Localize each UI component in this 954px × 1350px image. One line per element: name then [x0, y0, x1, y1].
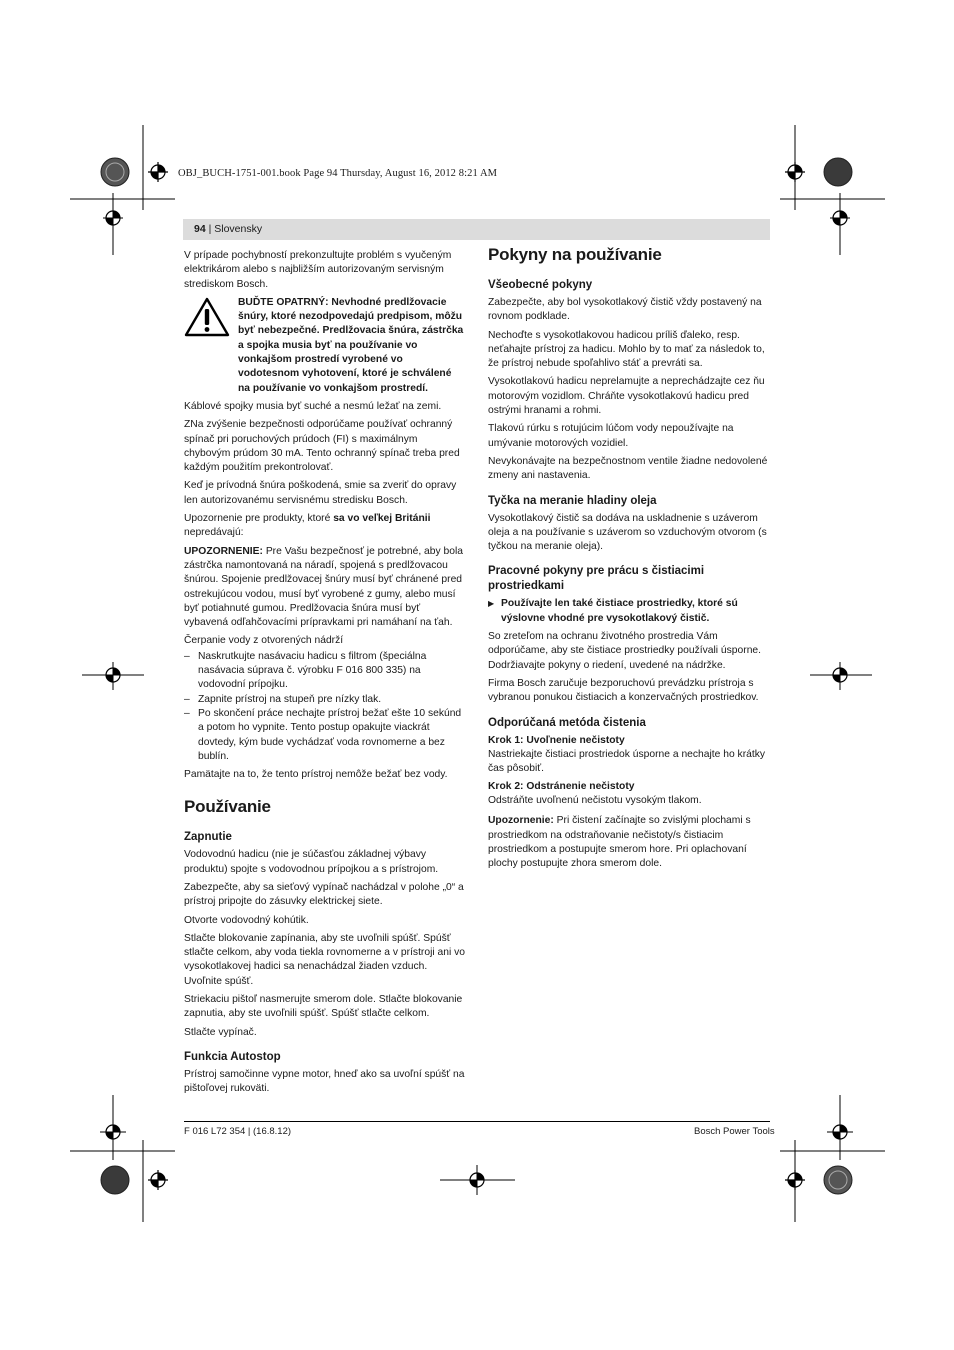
paragraph-note: Upozornenie: Pri čistení začínajte so zvislými plochami s prostriedkom na odstraňovanie nečistoty/s čistiacim prostriedkom a postupujte smerom hore. Pri oplachovaní plochy postupujte zhora smerom dole. — [488, 815, 751, 870]
pumping-list — [184, 650, 466, 764]
language-label: Slovensky — [214, 223, 263, 235]
header-separator: | — [205, 223, 215, 235]
footer-rule — [184, 1121, 770, 1122]
heading-general: Všeobecné pokyny — [488, 279, 593, 291]
page-number: 94 — [194, 223, 206, 235]
paragraph-start-2: Zabezpečte, aby sa sieťový vypínač nachádzal v polohe „0“ a prístroj pripojte do zásuvky elektrickej siete. — [184, 881, 464, 908]
heading-dipstick: Tyčka na meranie hladiny oleja — [488, 494, 657, 507]
heading-step-2: Krok 2: Odstránenie nečistoty — [488, 781, 635, 793]
intro-paragraph: V prípade pochybností prekonzultujte problém s vyučeným elektrikárom alebo s najbližším autorizovaným servisným strediskom Bosch. — [184, 250, 452, 290]
cleaning-agent-instruction: ▶ Používajte len také čistiace prostriedky, ktoré sú výslovne vhodné pre vysokotlakový čistič. — [488, 597, 770, 626]
page-header — [194, 223, 262, 235]
list-item: – Naskrutkujte nasávaciu hadicu s filtrom (špeciálna nasávacia súprava č. výrobku F 016 800 335) na vodovodní prípojku. — [184, 650, 466, 693]
heading-instructions: Pokyny na používanie — [488, 245, 662, 264]
paragraph-step-1: Nastriekajte čistiaci prostriedok úsporne a nechajte ho krátky čas pôsobiť. — [488, 748, 766, 774]
heading-autostop: Funkcia Autostop — [184, 1050, 281, 1063]
paragraph-general-4: Tlakovú rúrku s rotujúcim lúčom vody nepoužívajte na umývanie motorových vozidiel. — [488, 423, 734, 449]
list-item: – Po skončení práce nechajte prístroj bežať ešte 10 sekúnd a potom ho vypnite. Tento postup opakujte viackrát dovtedy, kým bude vychádzať voda rovnomerne a bez bublín. — [184, 707, 466, 764]
paragraph-general-1: Zabezpečte, aby bol vysokotlakový čistič vždy postavený na rovnom podklade. — [488, 297, 762, 323]
paragraph-cleaning-1: So zreteľom na ochranu životného prostredia Vám odporúčame, aby ste čistiace prostriedky používali úsporne. Dodržiavajte pokyny o riedení, uvedené na nádržke. — [488, 631, 762, 671]
right-column — [488, 244, 770, 876]
left-column — [184, 249, 466, 1101]
paragraph-autostop: Prístroj samočinne vypne motor, hneď ako sa uvoľní spúšť na pištoľovej rukoväti. — [184, 1068, 465, 1095]
paragraph-cable-couplings: Káblové spojky musia byť suché a nesmú ležať na zemi. — [184, 400, 442, 412]
paragraph-dipstick: Vysokotlakový čistič sa dodáva na uskladnenie s uzáverom oleja a na používanie s uzáverom so vzduchovým otvorom (s tyčkou na meranie oleja). — [488, 512, 767, 553]
paragraph-cleaning-2: Firma Bosch zaručuje bezporuchovú prevádzku prístroja s vybranou ponukou čistiacich a konzervačných prostriedkov. — [488, 677, 759, 704]
footer-left: F 016 L72 354 | (16.8.12) — [184, 1126, 292, 1137]
paragraph-start-6: Stlačte vypínač. — [184, 1026, 257, 1038]
paragraph-no-water: Pamätajte na to, že tento prístroj nemôže bežať bez vody. — [184, 769, 448, 781]
paragraph-damaged-cord: Keď je prívodná šnúra poškodená, smie sa zveriť do opravy len autorizovanému servisnému stredisku Bosch. — [184, 480, 457, 506]
warning-block — [184, 296, 466, 396]
heading-start: Zapnutie — [184, 831, 232, 844]
heading-usage: Používanie — [184, 797, 271, 817]
warning-text: BUĎTE OPATRNÝ: Nevhodné predlžovacie šnúry, ktoré nezodpovedajú predpisom, môžu byť nebezpečné. Predlžovacia šnúra, zástrčka a spojka musia byť na používanie vo vonkajšom prostredí vyrobené vo vodotesnom vyhotovení, ktoré je schválené na používanie vo vonkajšom prostredí. — [238, 296, 464, 394]
paragraph-step-2: Odstráňte uvoľnenú nečistotu vysokým tlakom. — [488, 795, 702, 807]
paragraph-start-4: Stlačte blokovanie zapínania, aby ste uvoľnili spúšť. Spúšť stlačte celkom, aby voda tiekla rovnomerne a v prístroji ani vo vysokotlakovej hadici sa nenachádzal žiaden vzduch. Uvoľnite spúšť. — [184, 932, 466, 987]
paragraph-general-5: Nevykonávajte na bezpečnostnom ventile žiadne nedovolené zmeny ani nastavenia. — [488, 455, 768, 482]
paragraph-start-5: Striekaciu pištoľ nasmerujte smerom dole. Stlačte blokovanie zapnutia, aby ste uvoľnili spúšť. Spúšť stlačte celkom. — [184, 994, 463, 1020]
heading-step-1: Krok 1: Uvoľnenie nečistoty — [488, 734, 625, 746]
paragraph-start-1: Vodovodnú hadicu (nie je súčasťou základnej výbavy produktu) spojte s vodovodnou prípojkou a s prístrojom. — [184, 849, 439, 875]
paragraph-general-3: Vysokotlakovú hadicu neprelamujte a neprechádzajte cez ňu motorovým vozidlom. Chráňte vysokotlakovú hadicu pred ostrými hranami a rohmi. — [488, 376, 765, 417]
heading-cleaning-agents: Pracovné pokyny pre prácu s čistiacimi prostriedkami — [488, 565, 705, 593]
book-info-line: OBJ_BUCH-1751-001.book Page 94 Thursday, August 16, 2012 8:21 AM — [178, 168, 498, 179]
list-item: – Zapnite prístroj na stupeň pre nízky tlak. — [184, 693, 466, 707]
paragraph-pumping: Čerpanie vody z otvorených nádrží — [184, 635, 344, 647]
paragraph-fi-switch: ZNa zvýšenie bezpečnosti odporúčame používať ochranný spínač pri poruchových prúdoch (FI) s maximálnym chybovým prúdom 30 mA. Tento ochranný spínač treba pred každým použitím prekontrolovať. — [184, 419, 460, 474]
paragraph-upozornenie: UPOZORNENIE: Pre Vašu bezpečnosť je potrebné, aby bola zástrčka namontovaná na náradí, spojená s predlžovacou šnúrou. Spojenie predlžovacej šnúry musí byť chránené pred ostrekujúcou vodou, musí byť vyrobené z gumy, alebo musí byť potiahnuté gumou. Predlžovacia šnúra musí byť vybavená odľahčovacími prípravkami pri namáhaní na ťah. — [184, 545, 463, 629]
paragraph-general-2: Nechoďte s vysokotlakovou hadicou príliš ďaleko, resp. neťahajte prístroj za hadicu. Mohlo by to mať za následok to, že prístroj nebude spoľahlivo stáť a prevráti sa. — [488, 329, 765, 370]
page-header-bar — [183, 219, 770, 240]
paragraph-uk-note: Upozornenie pre produkty, ktoré sa vo veľkej Británii nepredávajú: — [184, 513, 431, 539]
paragraph-start-3: Otvorte vodovodný kohútik. — [184, 914, 309, 926]
footer-right: Bosch Power Tools — [694, 1126, 775, 1137]
heading-method: Odporúčaná metóda čistenia — [488, 716, 646, 729]
warning-triangle-icon — [184, 296, 238, 396]
